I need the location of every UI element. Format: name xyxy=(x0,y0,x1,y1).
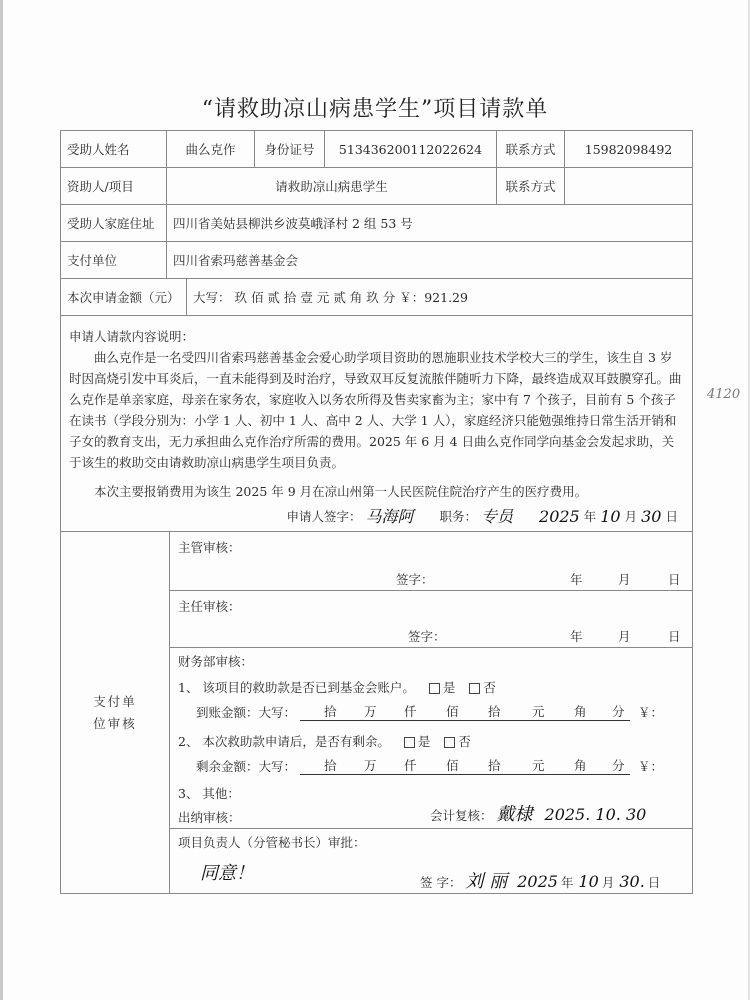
leader-month: 10 xyxy=(578,872,599,891)
remaining-yuan-sign: ￥： xyxy=(638,759,664,774)
remaining-amount-line xyxy=(196,756,663,775)
q2-no-checkbox[interactable] xyxy=(444,737,455,748)
unit: 角 xyxy=(574,704,587,719)
unit: 分 xyxy=(612,704,625,719)
question-2 xyxy=(178,732,471,750)
unit: 万 xyxy=(364,758,377,773)
received-amount-label: 到账金额：大写： xyxy=(196,705,297,720)
q2-yes-label: 是 xyxy=(417,734,431,749)
supervisor-day: 日 xyxy=(668,572,681,587)
question-1 xyxy=(178,678,496,696)
director-review xyxy=(170,591,692,648)
unit: 元 xyxy=(532,758,545,773)
accountant-date: 2025. 10. 30 xyxy=(544,805,647,824)
address-label: 受助人家庭住址 xyxy=(61,205,167,241)
leader-day-char: 日 xyxy=(647,875,661,890)
amount-label: 本次申请金额（元） xyxy=(61,279,187,315)
unit: 仟 xyxy=(404,704,417,719)
applicant-signature-line xyxy=(61,503,692,527)
year-char: 年 xyxy=(583,509,597,524)
day-char: 日 xyxy=(665,509,678,524)
apply-year: 2025 xyxy=(539,507,580,526)
leader-label: 项目负责人（分管秘书长）审批： xyxy=(178,835,366,850)
row-sponsor xyxy=(61,168,692,205)
request-form-table xyxy=(60,130,693,894)
id-label: 身份证号 xyxy=(255,131,325,167)
q1-no-label: 否 xyxy=(483,680,496,695)
leader-year: 2025 xyxy=(517,872,558,891)
leader-year-char: 年 xyxy=(560,875,574,890)
review-section-label-text: 支付单位审核 xyxy=(93,693,137,731)
apply-month: 10 xyxy=(600,507,621,526)
unit: 拾 xyxy=(488,704,501,719)
review-section xyxy=(61,532,692,893)
contact-label: 联系方式 xyxy=(497,131,565,167)
address-value: 四川省美姑县柳洪乡波莫峨泽村 2 组 53 号 xyxy=(173,216,413,231)
position-label: 职务： xyxy=(439,509,477,524)
leader-sign-label: 签 字： xyxy=(420,875,462,890)
sponsor-value: 请救助凉山病患学生 xyxy=(167,168,497,204)
q2-yes-checkbox[interactable] xyxy=(404,737,415,748)
unit: 万 xyxy=(364,704,377,719)
supervisor-month: 月 xyxy=(618,572,631,587)
leader-month-char: 月 xyxy=(601,875,615,890)
unit: 佰 xyxy=(446,758,459,773)
received-amount-field[interactable] xyxy=(300,702,630,721)
review-section-label xyxy=(61,532,170,893)
supervisor-label: 主管审核： xyxy=(178,540,241,555)
director-month: 月 xyxy=(618,629,631,644)
director-day: 日 xyxy=(668,629,681,644)
received-amount-line xyxy=(196,702,663,721)
finance-review xyxy=(170,648,692,829)
supervisor-review xyxy=(170,532,692,591)
expense-note: 本次主要报销费用为该生 2025 年 9 月在凉山州第一人民医院住院治疗产生的医疗费用。 xyxy=(94,484,588,499)
unit: 拾 xyxy=(324,758,337,773)
apply-day: 30 xyxy=(641,507,662,526)
leader-comment: 同意！ xyxy=(200,863,254,884)
contact-label-2: 联系方式 xyxy=(497,168,565,204)
month-char: 月 xyxy=(624,509,638,524)
recipient-name-label: 受助人姓名 xyxy=(61,131,167,167)
leader-sign-line xyxy=(420,867,660,893)
scan-edge-left xyxy=(0,0,3,1000)
contact-value: 15982098492 xyxy=(584,141,673,157)
received-yuan-sign: ￥： xyxy=(638,705,664,720)
handwritten-side-note: 4120 xyxy=(707,387,741,402)
row-amount xyxy=(61,279,692,316)
unit: 拾 xyxy=(324,704,337,719)
applicant-sign-label: 申请人签字： xyxy=(286,509,362,524)
applicant-signature: 马海阿 xyxy=(365,507,414,526)
position-handwritten: 专员 xyxy=(481,507,514,526)
payer-value: 四川省索玛慈善基金会 xyxy=(173,253,299,268)
leader-day: 30. xyxy=(619,872,645,891)
unit: 拾 xyxy=(488,758,501,773)
q2-no-label: 否 xyxy=(458,734,471,749)
question-2-text: 2、 本次救助款申请后，是否有剩余。 xyxy=(178,734,390,749)
description-heading: 申请人请款内容说明： xyxy=(69,329,195,344)
description-section xyxy=(61,316,692,532)
leader-signature: 刘 丽 xyxy=(465,871,508,892)
unit: 分 xyxy=(612,758,625,773)
finance-label: 财务部审核： xyxy=(178,654,254,669)
recipient-name-value: 曲么克作 xyxy=(167,131,255,167)
page-title: “请救助凉山病患学生”项目请款单 xyxy=(201,97,549,122)
remaining-amount-field[interactable] xyxy=(300,756,630,775)
director-year: 年 xyxy=(570,629,583,644)
unit: 元 xyxy=(532,704,545,719)
cashier-label: 出纳审核： xyxy=(178,810,241,825)
q1-yes-checkbox[interactable] xyxy=(429,683,440,694)
supervisor-year: 年 xyxy=(570,572,583,587)
supervisor-sign-label: 签字： xyxy=(396,572,434,587)
accountant-label: 会计复核： xyxy=(430,808,493,823)
question-1-text: 1、 该项目的救助款是否已到基金会账户。 xyxy=(178,680,415,695)
sponsor-label: 资助人/项目 xyxy=(61,168,167,204)
remaining-amount-label: 剩余金额：大写： xyxy=(196,759,297,774)
unit: 佰 xyxy=(446,704,459,719)
accountant-signature: 戴棣 xyxy=(496,804,533,825)
leader-approval xyxy=(170,829,692,896)
unit: 仟 xyxy=(404,758,417,773)
question-3: 3、 其他： xyxy=(178,786,240,801)
amount-value: 大写： 玖 佰 贰 拾 壹 元 贰 角 玖 分 ￥：921.29 xyxy=(193,290,468,305)
director-label: 主任审核： xyxy=(178,599,241,614)
director-sign-label: 签字： xyxy=(408,629,446,644)
q1-yes-label: 是 xyxy=(442,680,456,695)
review-body xyxy=(170,532,692,893)
accountant-line xyxy=(430,800,646,826)
row-recipient xyxy=(61,131,692,168)
unit: 角 xyxy=(574,758,587,773)
payer-label: 支付单位 xyxy=(61,242,167,278)
id-number-value: 513436200112022624 xyxy=(325,131,497,167)
description-paragraph: 曲么克作是一名受四川省索玛慈善基金会爱心助学项目资助的恩施职业技术学校大三的学生，该生自 3 岁时因高烧引发中耳炎后，一直未能得到及时治疗，导致双耳反复流脓伴随听力下降，最终造成双耳鼓膜穿孔。曲么克作是单亲家庭，母亲在家务农，家庭收入以务农所得及售卖家畜为主；家中有 7 个孩子，目前有 5 个孩子在读书（学段分别为：小学 1 人、初中 1 人、高中 2 人、大学 1 人），家庭经济只能勉强维持日常生活开销和子女的教育支出，无力承担曲么克作治疗所需的费用。2025 年 6 月 4 日曲么克作同学向基金会发起求助，关于该生的救助交由请救助凉山病患学生项目负责。 xyxy=(69,350,682,470)
sponsor-contact-value xyxy=(565,168,692,204)
row-payer xyxy=(61,242,692,279)
row-address xyxy=(61,205,692,242)
q1-no-checkbox[interactable] xyxy=(469,683,480,694)
